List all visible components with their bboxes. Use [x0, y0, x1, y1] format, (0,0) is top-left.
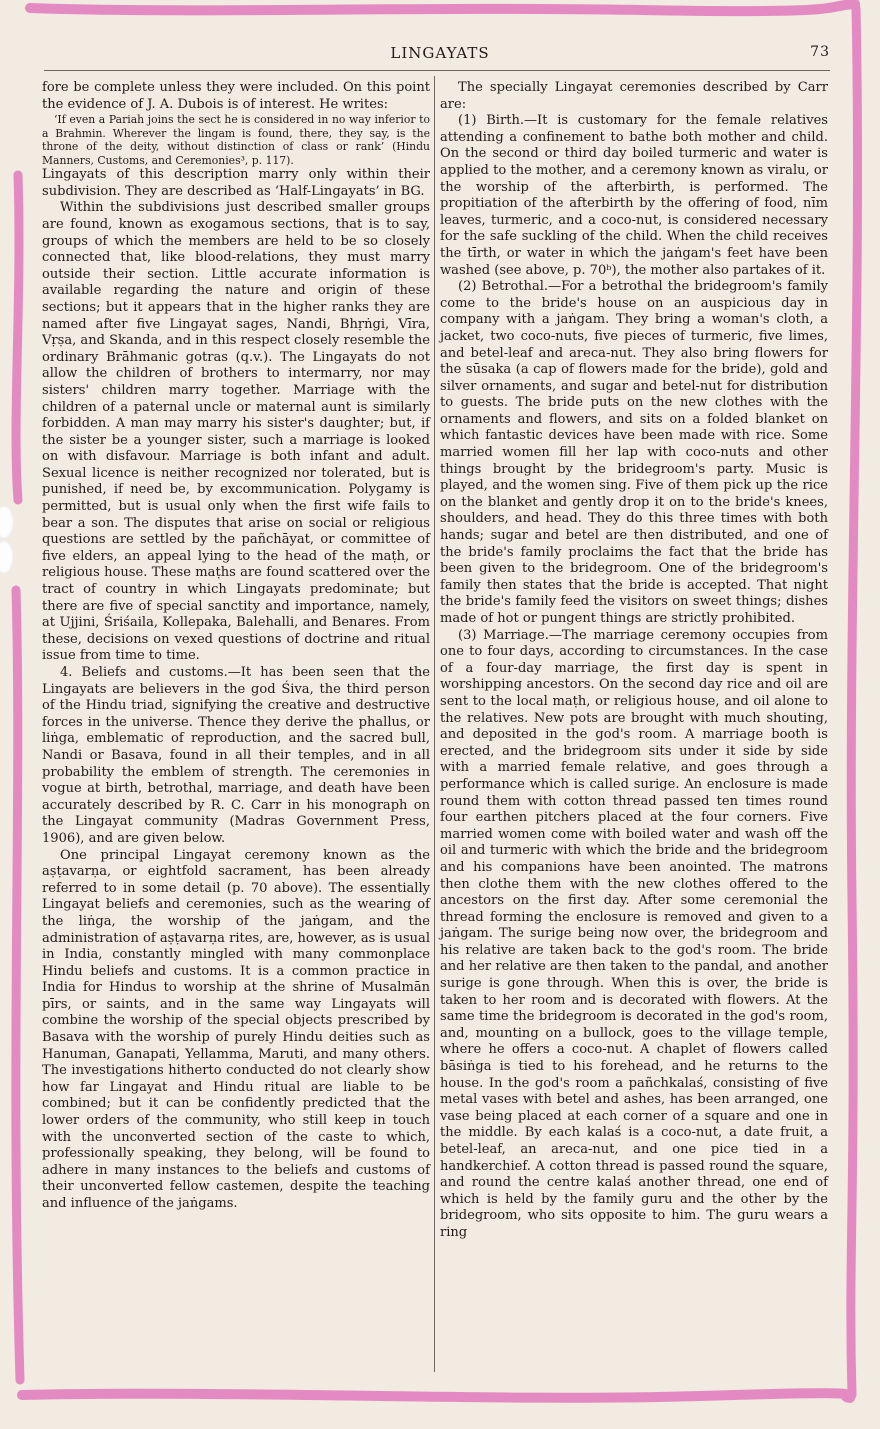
punch-hole-upper [0, 505, 14, 539]
paragraph-birth: (1) Birth.—It is customary for the female relatives attending a confinement to bathe both mother and child. On the second or third day boiled turmeric and water is applied to the mother, and a ceremony known as viralu, or the worship of the afterbirth, is performed. The propitiation of the afterbirth by the offering of food, nīm leaves, turmeric, and a coco-nut, is considered necessary for the safe suckling of the child. When the child receives the tīrth, or water in which the jaṅgam's feet have been washed (see above, p. 70ᵇ), the mother also partakes of it. [440, 113, 828, 278]
paragraph: One principal Lingayat ceremony known as the aṣṭavarṇa, or eightfold sacrament, has been already referred to in some detail (p. 70 above). The essentially Lingayat beliefs and ceremonies, such as the wearing of the liṅga, the worship of the jaṅgam, and the administration of aṣṭavarṇa rites, are, however, as is usual in India, constantly mingled with many commonplace Hindu beliefs and customs. It is a common practice in India for Hindus to worship at the shrine of Musalmān pīrs, or saints, and in the same way Lingayats will combine the worship of the special objects prescribed by Basava with the worship of purely Hindu deities such as Hanuman, Ganapati, Yellamma, Maruti, and many others. The investigations hitherto conducted do not clearly show how far Lingayat and Hindu ritual are liable to be combined; but it can be confidently predicted that the lower orders of the community, who still keep in touch with the unconverted section of the caste to which, professionally speaking, they belong, will be found to adhere in many instances to the beliefs and customs of their unconverted fellow castemen, despite the teaching and influence of the jaṅgams. [42, 847, 430, 1211]
header-title: LINGAYATS [390, 44, 490, 62]
pink-border-bottom [22, 1393, 850, 1398]
block-quote: ‘If even a Pariah joins the sect he is considered in no way inferior to a Brahmin. Wherever the lingam is found, there, they say, is the throne of the deity, without distinction of class or rank’ (Hindu Manners, Customs, and Ceremonies³, p. 117). [42, 113, 430, 167]
paragraph-marriage: (3) Marriage.—The marriage ceremony occupies from one to four days, according to circumstances. In the case of a four-day marriage, the first day is spent in worshipping ancestors. On the second day rice and oil are sent to the local maṭh, or religious house, and oil alone to the relatives. New pots are brought with much shouting, and deposited in the god's room. A marriage booth is erected, and the bridegroom sits under it side by side with a married female relative, and goes through a performance which is called surige. An enclosure is made round them with cotton thread passed ten times round four earthen pitchers placed at the four corners. Five married women come with boiled water and wash off the oil and turmeric with which the bride and the bridegroom and his companions have been anointed. The matrons then clothe them with the new clothes offered to the ancestors on the first day. After some ceremonial the thread forming the enclosure is removed and given to a jaṅgam. The surige being now over, the bridegroom and his relative are taken back to the god's room. The bride and her relative are then taken to the pandal, and another surige is gone through. When this is over, the bride is taken to her room and is decorated with flowers. At the same time the bridegroom is decorated in the god's room, and, mounting on a bullock, goes to the village temple, where he offers a coco-nut. A chaplet of flowers called bāsiṅga is tied to his forehead, and he returns to the house. In the god's room a pañchkalaś, consisting of five metal vases with betel and ashes, has been arranged, one vase being placed at each corner of a square and one in the middle. By each kalaś is a coco-nut, a date fruit, a betel-leaf, an areca-nut, and one pice tied in a handkerchief. A cotton thread is passed round the square, and round the centre kalaś another thread, one end of which is held by the family guru and the other by the bridegroom, who sits opposite to him. The guru wears a ring [440, 627, 828, 1240]
punch-hole-lower [0, 540, 14, 574]
pink-border-top [30, 4, 855, 11]
right-column [440, 80, 828, 1242]
paragraph: Lingayats of this description marry only within their subdivision. They are described as ‘Half-Lingayats’ in BG. [42, 167, 430, 199]
paragraph: Within the subdivisions just described smaller groups are found, known as exogamous sections, that is to say, groups of which the members are held to be so closely connected that, like blood-relations, they must marry outside their section. Little accurate information is available regarding the nature and origin of these sections; but it appears that in the higher ranks they are named after five Lingayat sages, Nandi, Bhṛṅgi, Vīra, Vṛṣa, and Skanda, and in this respect closely resemble the ordinary Brāhmanic gotras (q.v.). The Lingayats do not allow the children of brothers to intermarry, nor may sisters' children marry together. Marriage with the children of a paternal uncle or maternal aunt is similarly forbidden. A man may marry his sister's daughter; but, if the sister be a younger sister, such a marriage is looked on with disfavour. Marriage is both infant and adult. Sexual licence is neither recognized nor tolerated, but is punished, if need be, by excommunication. Polygamy is permitted, but is usual only when the first wife fails to bear a son. The disputes that arise on social or religious questions are settled by the pañchāyat, or committee of five elders, an appeal lying to the head of the maṭh, or religious house. These maṭhs are found scattered over the tract of country in which Lingayats predominate; but there are five of special sanctity and importance, namely, at Ujjini, Śriśaila, Kollepaka, Balehalli, and Benares. From these, decisions on vexed questions of doctrine and ritual issue from time to time. [42, 200, 430, 664]
pink-border-left-lower [16, 590, 20, 1380]
pink-border-right [851, 8, 858, 1395]
paragraph: fore be complete unless they were included. On this point the evidence of J. A. Dubois is of interest. He writes: [42, 80, 430, 112]
paragraph-beliefs-and-customs: 4. Beliefs and customs.—It has been seen that the Lingayats are believers in the god Śiva, the third person of the Hindu triad, signifying the creative and destructive forces in the universe. Thence they derive the phallus, or liṅga, emblematic of reproduction, and the sacred bull, Nandi or Basava, found in all their temples, and in all probability the emblem of strength. The ceremonies in vogue at birth, betrothal, marriage, and death have been accurately described by R. C. Carr in his monograph on the Lingayat community (Madras Government Press, 1906), and are given below. [42, 665, 430, 846]
paragraph-betrothal: (2) Betrothal.—For a betrothal the bridegroom's family come to the bride's house on an auspicious day in company with a jaṅgam. They bring a woman's cloth, a jacket, two coco-nuts, five pieces of turmeric, five limes, and betel-leaf and areca-nut. They also bring flowers for the sūsaka (a cap of flowers made for the bride), gold and silver ornaments, and sugar and betel-nut for distribution to guests. The bride puts on the new clothes with the ornaments and flowers, and sits on a folded blanket on which fantastic devices have been made with rice. Some married women fill her lap with coco-nuts and other things brought by the bridegroom's party. Music is played, and the women sing. Five of them pick up the rice on the blanket and gently drop it on to the bride's knees, shoulders, and head. They do this three times with both hands; sugar and betel are then distributed, and one of the bride's family proclaims the fact that the bride has been given to the bridegroom. One of the bridegroom's family then states that the bride is accepted. That night the bride's family feed the visitors on sweet things; dishes made of hot or pungent things are strictly prohibited. [440, 279, 828, 626]
header-rule [44, 70, 830, 71]
column-divider [434, 76, 435, 1372]
running-header [36, 44, 844, 66]
paragraph: The specially Lingayat ceremonies described by Carr are: [440, 80, 828, 112]
page-number: 73 [810, 44, 830, 60]
pink-border-left-upper [16, 175, 19, 500]
left-column [42, 80, 430, 1213]
